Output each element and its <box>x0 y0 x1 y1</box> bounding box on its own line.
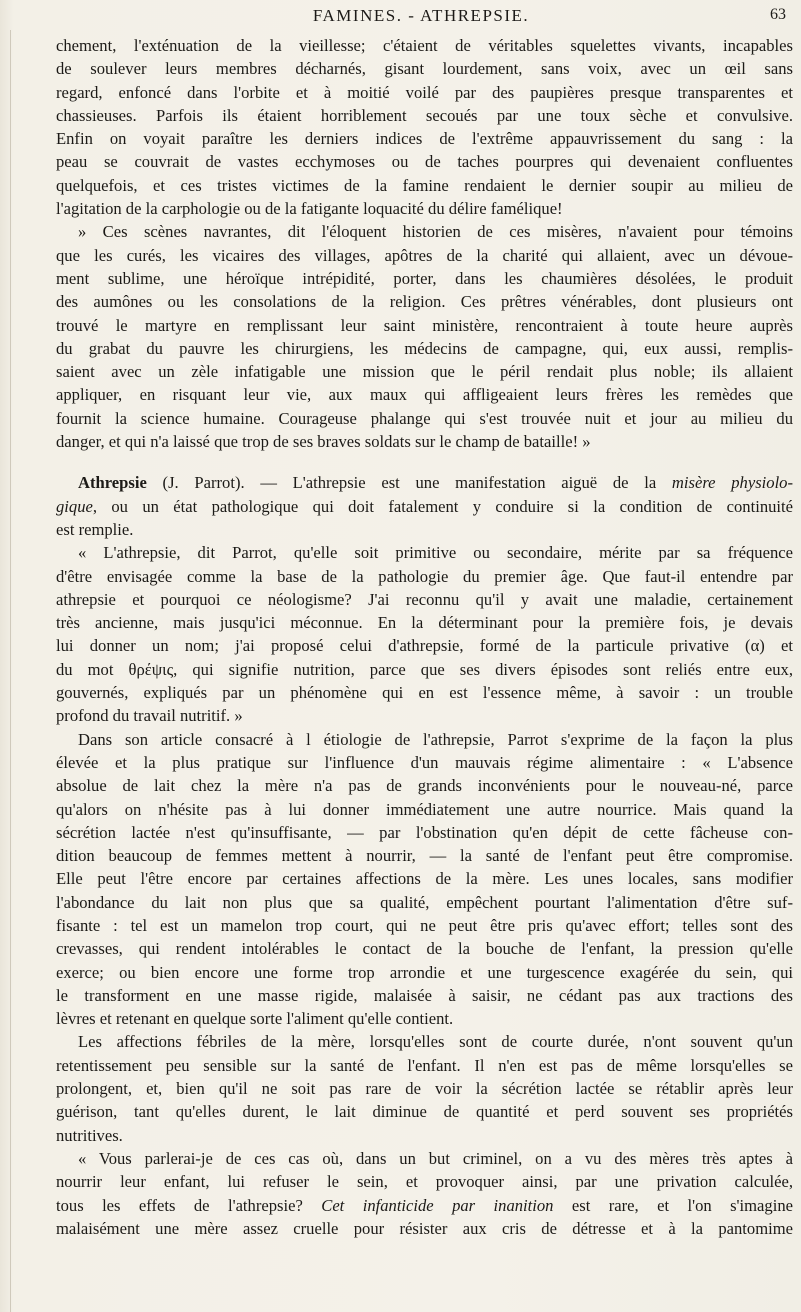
text-line: l'abondance du lait non plus que sa qualité, empêchent pourtant l'alimentation d'être suf- <box>56 892 793 912</box>
text-line: regard, enfoncé dans l'orbite et à moitié voilé par des paupières presque transparentes et <box>56 82 793 102</box>
text-line: « L'athrepsie, dit Parrot, qu'elle soit primitive ou secondaire, mérite par sa fréquence <box>78 543 793 563</box>
text-line: athrepsie et pourquoi ce néologisme? J'ai reconnu qu'il y avait une maladie, certainement <box>56 589 793 609</box>
text-line: ment sublime, une héroïque intrépidité, porter, dans les chaumières désolées, le produit <box>56 268 793 288</box>
text-line: lui donner un nom; j'ai proposé celui d'athrepsie, formé de la particule privative (α) et <box>56 636 793 656</box>
text-line: l'agitation de la carphologie ou de la fatigante loquacité du délire famélique! <box>56 199 563 219</box>
text-line: malaisément une mère assez cruelle pour résister aux cris de détresse et à la pantomime <box>56 1218 793 1238</box>
text-segment: tous les effets de l'athrepsie? <box>56 1195 322 1215</box>
text-line: exerce; ou bien encore une forme trop arrondie et une turgescence exagérée du sein, qui <box>56 962 793 982</box>
text-line: fournit la science humaine. Courageuse phalange qui s'est trouvée nuit et jour au milieu du <box>56 408 793 428</box>
text-line: retentissement peu sensible sur la santé de l'enfant. Il n'en est pas de même lorsqu'elles se <box>56 1055 793 1075</box>
text-line: guérison, tant qu'elles durent, le lait diminue de quantité et perd souvent ses propriétés <box>56 1102 793 1122</box>
text-line: gouvernés, expliqués par un phénomène qui en est l'essence même, à savoir : un trouble <box>56 683 793 703</box>
text-line: absolue de lait chez la mère n'a pas de grands inconvénients pour le nouveau-né, parce <box>56 776 793 796</box>
text-line: très ancienne, mais jusqu'ici méconnue. En la déterminant pour la première fois, je devais <box>56 613 793 633</box>
text-line: appliquer, en risquant leur vie, aux maux qui affligeaient leurs frères les remèdes que <box>56 385 793 405</box>
page-gutter <box>10 30 11 1312</box>
text-line: est remplie. <box>56 519 134 539</box>
text-line <box>56 1194 793 1217</box>
text-line: prolongent, et, bien qu'il ne soit pas rare de voir la sécrétion lactée se rétablir après leur <box>56 1079 793 1099</box>
text-line: trouvé le martyre en remplissant leur saint ministère, rencontraient à toute heure auprès <box>56 315 793 335</box>
page-header <box>56 6 786 28</box>
text-line: d'être envisagée comme la base de la pathologie du premier âge. Que faut-il entendre par <box>56 566 793 586</box>
text-line: saient avec un zèle infatigable une mission que le péril rendait plus noble; ils allaient <box>56 362 793 382</box>
paragraph-gap <box>56 453 793 471</box>
text-line: crevasses, qui rendent intolérables le contact de la bouche de l'enfant, la pression qu'elle <box>56 939 793 959</box>
text-segment: , ou un état pathologique qui doit fatalement y conduire si la condition de continuité <box>92 496 793 516</box>
text-segment: est rare, et l'on s'imagine <box>553 1195 793 1215</box>
text-line: chement, l'exténuation de la vieillesse; c'étaient de véritables squelettes vivants, incapables <box>56 36 793 55</box>
text-line: fisante : tel est un mamelon trop court, qui ne peut être pris qu'avec effort; telles sont des <box>56 915 793 935</box>
text-segment: (J. Parrot). — L'athrepsie est une manifestation aiguë de la <box>146 473 672 493</box>
text-segment: nourrir leur enfant, lui refuser le sein, et provoquer ainsi, par une privation calculée, <box>56 1172 793 1192</box>
text-line: Dans son article consacré à l étiologie de l'athrepsie, Parrot s'exprime de la façon la plus <box>78 729 793 749</box>
text-line: Enfin on voyait paraître les derniers indices de l'extrême appauvrissement du sang : la <box>56 129 793 149</box>
text-line: quelquefois, et ces tristes victimes de la famine rendaient le dernier soupir au milieu de <box>56 175 793 195</box>
text-line: du mot θρέψις, qui signifie nutrition, parce que ses divers épisodes sont reliés entre eux, <box>56 659 793 679</box>
text-line: lèvres et retenant en quelque sorte l'aliment qu'elle contient. <box>56 1009 454 1029</box>
text-line: profond du travail nutritif. » <box>56 706 243 726</box>
text-line: chassieuses. Parfois ils étaient horriblement secoués par une toux sèche et convulsive. <box>56 105 793 125</box>
running-head: FAMINES. - ATHREPSIE. <box>312 6 530 25</box>
text-line: nutritives. <box>56 1125 123 1145</box>
text-line: de soulever leurs membres décharnés, gisant lourdement, sans voix, avec un œil sans <box>56 59 793 79</box>
text-line <box>56 471 793 494</box>
text-line: des aumônes ou les consolations de la religion. Ces prêtres vénérables, dont plusieurs ont <box>56 292 793 312</box>
text-line: sécrétion lactée n'est qu'insuffisante, — par l'obstination qu'en dépit de cette fâcheuse con- <box>56 822 793 842</box>
text-line: Elle peut l'être encore par certaines affections de la mère. Les unes locales, sans modifier <box>56 869 793 889</box>
italic-phrase: gique <box>56 496 93 516</box>
entry-heading: Athrepsie <box>78 473 147 493</box>
italic-phrase: Cet infanticide par inanition <box>321 1195 554 1215</box>
text-line <box>56 1170 793 1193</box>
text-line: que les curés, les vicaires des villages, apôtres de la charité qui allaient, avec un dévoue- <box>56 245 793 265</box>
text-line: danger, et qui n'a laissé que trop de ses braves soldats sur le champ de bataille! » <box>56 432 591 452</box>
text-line: « Vous parlerai-je de ces cas où, dans un but criminel, on a vu des mères très aptes à <box>78 1148 793 1168</box>
text-line: du grabat du pauvre les chirurgiens, les médecins de campagne, qui, eux aussi, remplis- <box>56 338 793 358</box>
page-number: 63 <box>770 6 786 23</box>
italic-phrase: misère physiolo- <box>671 473 793 493</box>
text-line <box>56 495 793 518</box>
text-line: » Ces scènes navrantes, dit l'éloquent historien de ces misères, n'avaient pour témoins <box>78 222 793 242</box>
text-line: dition beaucoup de femmes mettent à nourrir, — la santé de l'enfant peut être compromise. <box>56 846 793 866</box>
text-line: le transforment en une masse rigide, malaisée à saisir, ne cédant pas aux tractions des <box>56 985 793 1005</box>
text-line: qu'alors on n'hésite pas à lui donner immédiatement une autre nourrice. Mais quand la <box>56 799 793 819</box>
text-line: Les affections fébriles de la mère, lorsqu'elles sont de courte durée, n'ont souvent qu'un <box>78 1032 793 1052</box>
text-line: peau se couvrait de vastes ecchymoses ou de taches pourpres qui devenaient confluentes <box>56 152 793 172</box>
text-line: élevée et la plus pratique sur l'influence d'un mauvais régime alimentaire : « L'absence <box>56 752 793 772</box>
body-text <box>56 34 793 1240</box>
